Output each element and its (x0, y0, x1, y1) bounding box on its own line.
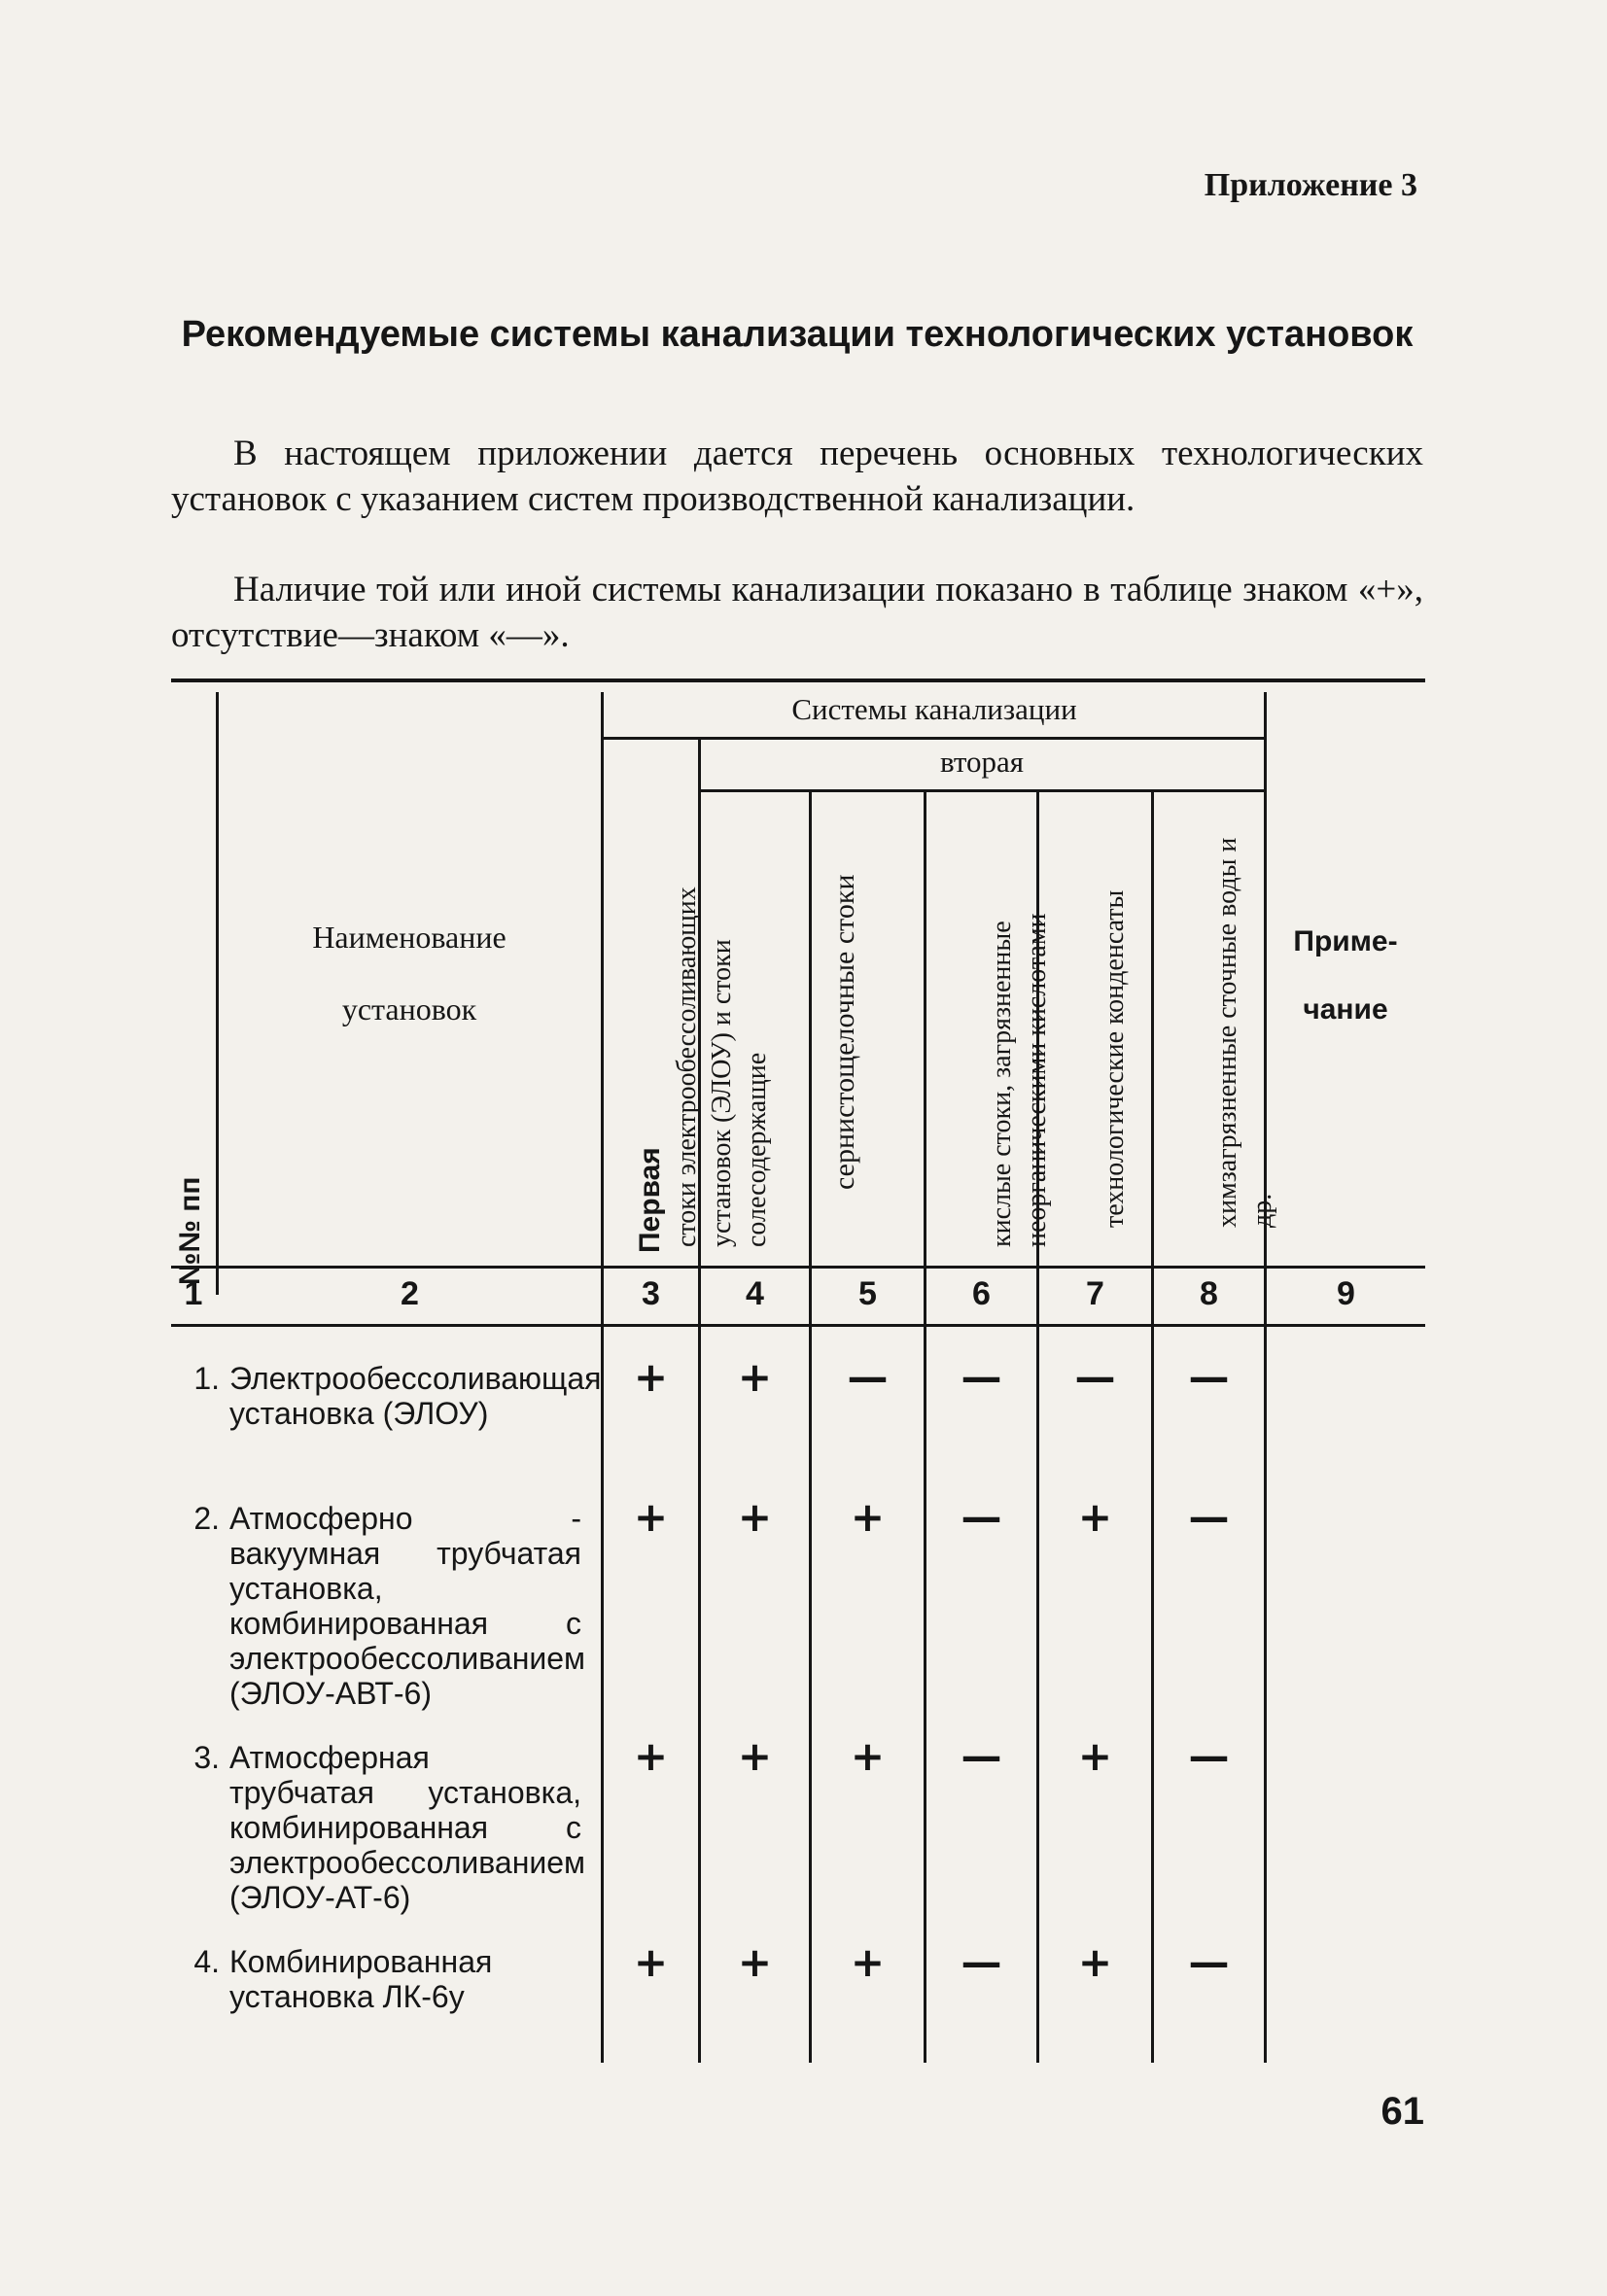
table-row-3-c6: — (961, 1732, 1002, 1780)
intro-paragraph-2: Наличие той или иной системы канализации показано в таблице знаком «+», отсутствие—знаком «—». (171, 570, 1423, 655)
header-sub-3: кислые стоки, загрязненные неорганическими кислотами (987, 913, 1052, 1247)
colnum-1: 1 (184, 1275, 203, 1312)
table-row-4-c5: + (850, 1938, 886, 1986)
header-systems: Системы канализации (791, 692, 1077, 726)
table-row-1-c8: — (1188, 1353, 1230, 1401)
header-note-line1: Приме- (1293, 925, 1398, 957)
table-row-3-c7: + (1077, 1732, 1113, 1780)
colnum-3: 3 (642, 1275, 660, 1312)
header-sub-2: сернистощелочные стоки (828, 874, 860, 1190)
table-row-2-c5: + (850, 1493, 886, 1541)
table-row-2-c4: + (737, 1493, 773, 1541)
table-row-4-c4: + (737, 1938, 773, 1986)
header-note-line2: чание (1303, 993, 1388, 1026)
vline-c5 (924, 789, 926, 2063)
table-row-3-name: 3. Атмосферная трубчатая установка, комбинированная с электрообессоливанием (ЭЛОУ-АТ-6) (193, 1740, 586, 1915)
table-row-4-name: 4. Комбинированная установка ЛК-6у (193, 1944, 493, 2014)
page-title: Рекомендуемые системы канализации технологических установок (181, 314, 1414, 355)
table-row-2-c7: + (1077, 1493, 1113, 1541)
table-row-2-c3: + (633, 1493, 669, 1541)
header-sub-1: стоки электрообессоливающих установок (ЭЛОУ) и стоки солесодержащие (672, 887, 772, 1247)
table-row-3-c5: + (850, 1732, 886, 1780)
header-name-line1: Наименование (312, 920, 507, 955)
vline-c4 (809, 789, 812, 2063)
table-top-rule (171, 678, 1425, 682)
table-row-1-c5: — (847, 1353, 889, 1401)
table-row-3-c3: + (633, 1732, 669, 1780)
table-row-2-c8: — (1188, 1493, 1230, 1541)
header-sub-5: химзагрязненные сточные воды и др. (1212, 837, 1277, 1228)
header-second: вторая (939, 745, 1025, 779)
colnum-bottom-rule (171, 1324, 1425, 1327)
header-bottom-rule (171, 1266, 1425, 1269)
vline-num (216, 692, 219, 1295)
appendix-label: Приложение 3 (1204, 167, 1417, 203)
table-row-4-c3: + (633, 1938, 669, 1986)
table-row-1-c3: + (633, 1353, 669, 1401)
table-row-3-c8: — (1188, 1732, 1230, 1780)
table-row-2-name: 2. Атмосферно - вакуумная трубчатая установка, комбинированная с электрообессоливанием (ЭЛОУ-АВТ-6) (193, 1501, 586, 1711)
table-row-3-c4: + (737, 1732, 773, 1780)
header-num: №№ пп (174, 1176, 206, 1285)
colnum-5: 5 (858, 1275, 877, 1312)
table-row-2-c6: — (961, 1493, 1002, 1541)
colnum-7: 7 (1086, 1275, 1104, 1312)
table-row-1-name: 1. Электрообессоливающая установка (ЭЛОУ) (193, 1361, 602, 1431)
header-sub-4: технологические конденсаты (1100, 889, 1130, 1228)
colnum-2: 2 (401, 1275, 419, 1312)
intro-paragraph-1: В настоящем приложении дается перечень основных технологических установок с указанием систем производственной канализации. (171, 434, 1423, 519)
colnum-8: 8 (1200, 1275, 1218, 1312)
colnum-6: 6 (972, 1275, 991, 1312)
table-row-1-c7: — (1074, 1353, 1116, 1401)
table-row-1-c4: + (737, 1353, 773, 1401)
header-first: Первая (634, 1147, 666, 1253)
table-row-4-c7: + (1077, 1938, 1113, 1986)
table-row-4-c8: — (1188, 1938, 1230, 1986)
systems-rule (603, 737, 1264, 740)
second-rule (698, 789, 1264, 792)
colnum-9: 9 (1337, 1275, 1355, 1312)
table-row-1-c6: — (961, 1353, 1002, 1401)
table-row-4-c6: — (961, 1938, 1002, 1986)
page-number: 61 (1380, 2090, 1424, 2133)
header-name-line2: установок (341, 991, 477, 1026)
colnum-4: 4 (746, 1275, 764, 1312)
